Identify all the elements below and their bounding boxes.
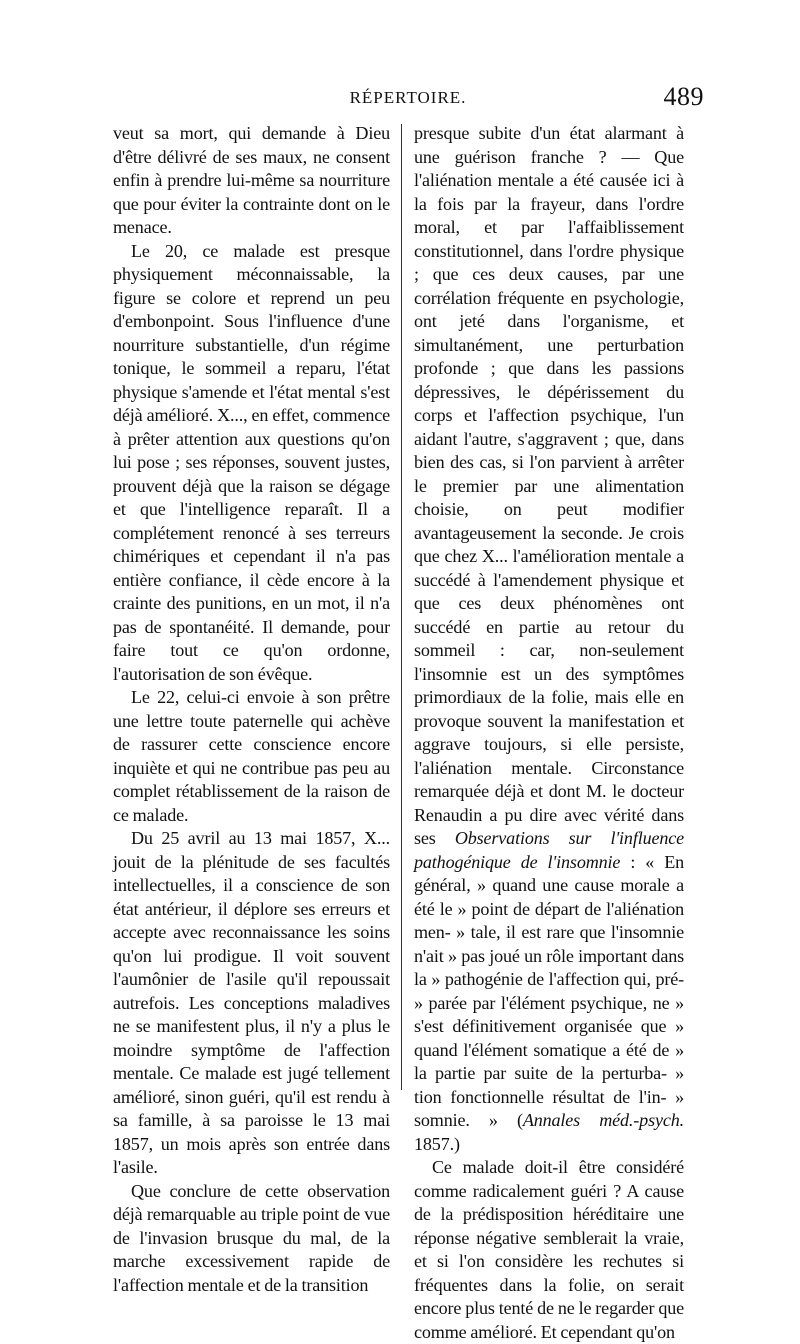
quotation: : « En général, » quand une cause morale a été le » point de départ de l'aliénation men- » tale, il est rare que l'insomnie n'ait » pas joué un rôle important dans la » pathogénie de l'affection qui, pré- » parée par l'élément psychique, ne » s'est définitivement organisée que » quand l'élément somatique a été de » la partie par suite de la perturba- » tion fonctionnelle résultat de l'in- » somnie. » ( <box>414 851 684 1130</box>
cited-title: Observations sur l'influence pathogénique de l'insomnie <box>414 828 685 872</box>
left-column <box>113 122 390 1295</box>
paragraph: Du 25 avril au 13 mai 1857, X... jouit de la plénitude de ses facultés intellectuelles, il a conscience de son état antérieur, il déplore ses erreurs et accepte avec reconnaissance les soins qu'on lui prodigue. Il voit souvent l'aumônier de l'asile qu'il repoussait autrefois. Les conceptions maladives ne se manifestent plus, il n'y a plus le moindre symptôme de l'affection mentale. Ce malade est jugé tellement amélioré, sinon guéri, qu'il est rendu à sa famille, à sa paroisse le 13 mai 1857, un mois après son entrée dans l'asile. <box>113 828 390 1177</box>
column-divider <box>401 124 402 1090</box>
running-head: RÉPERTOIRE. <box>349 88 467 107</box>
right-column <box>414 122 685 1342</box>
paragraph-text: presque subite d'un état alarmant à une guérison franche ? — Que l'aliénation mentale a été causée ici à la fois par la frayeur, dans l'ordre moral, et par l'affaiblissement constitutionnel, dans l'ordre physique ; que ces deux causes, par une corrélation fréquente en psychologie, ont jeté dans l'organisme, et simultanément, une perturbation profonde ; que dans les passions dépressives, le dépérissement du corps et l'affection psychique, l'un aidant l'autre, s'aggravent ; que, dans bien des cas, si l'on parvient à arrêter le premier par une alimentation choisie, on peut modifier avantageusement la seconde. Je crois que chez X... l'amélioration mentale a succédé à l'amendement physique et que ces deux phénomènes ont succédé en partie au retour du sommeil : car, non-seulement l'insomnie est un des symptômes primordiaux de la folie, mais elle en provoque souvent la manifestation et aggrave toujours, si elle persiste, l'aliénation mentale. Circonstance remarquée déjà et dont M. le docteur Renaudin a pu dire avec vérité dans ses <box>414 123 684 848</box>
paragraph: Que conclure de cette observation déjà remarquable au triple point de vue de l'invasion brusque du mal, de la marche excessivement rapide de l'affection mentale et de la transition <box>113 1180 390 1295</box>
paragraph: veut sa mort, qui demande à Dieu d'être délivré de ses maux, ne consent enfin à prendre lui-même sa nourriture que pour éviter la contrainte dont on le menace. <box>113 123 390 237</box>
paragraph: Ce malade doit-il être considéré comme radicalement guéri ? A cause de la prédisposition héréditaire une réponse négative semblerait la vraie, et si l'on considère les rechutes si fréquentes dans la folie, on serait encore plus tenté de ne le regarder que comme amélioré. Et cependant qu'on <box>414 1157 684 1342</box>
paragraph: Le 22, celui-ci envoie à son prêtre une lettre toute paternelle qui achève de rassurer cette conscience encore inquiète et qui ne contribue pas peu au complet rétablissement de la raison de ce malade. <box>113 687 390 825</box>
page-header <box>112 74 704 114</box>
paragraph <box>414 122 684 1156</box>
page-number: 489 <box>663 82 704 111</box>
journal-citation: Annales méd.-psych. <box>522 1110 684 1130</box>
paragraph: Le 20, ce malade est presque physiquement méconnaissable, la figure se colore et reprend un peu d'embonpoint. Sous l'influence d'une nourriture substantielle, d'un régime tonique, le sommeil a reparu, l'état physique s'amende et l'état mental s'est déjà amélioré. X..., en effet, commence à prêter attention aux questions qu'on lui pose ; ses réponses, souvent justes, prouvent déjà que la raison se dégage et que l'intelligence reparaît. Il a complétement renoncé à ses terreurs chimériques et cependant il n'a pas entière confiance, il cède encore à la crainte des punitions, en un mot, il n'a pas de spontanéité. Il demande, pour faire tout ce qu'on ordonne, l'autorisation de son évêque. <box>113 240 390 684</box>
citation-year: 1857.) <box>414 1133 460 1154</box>
